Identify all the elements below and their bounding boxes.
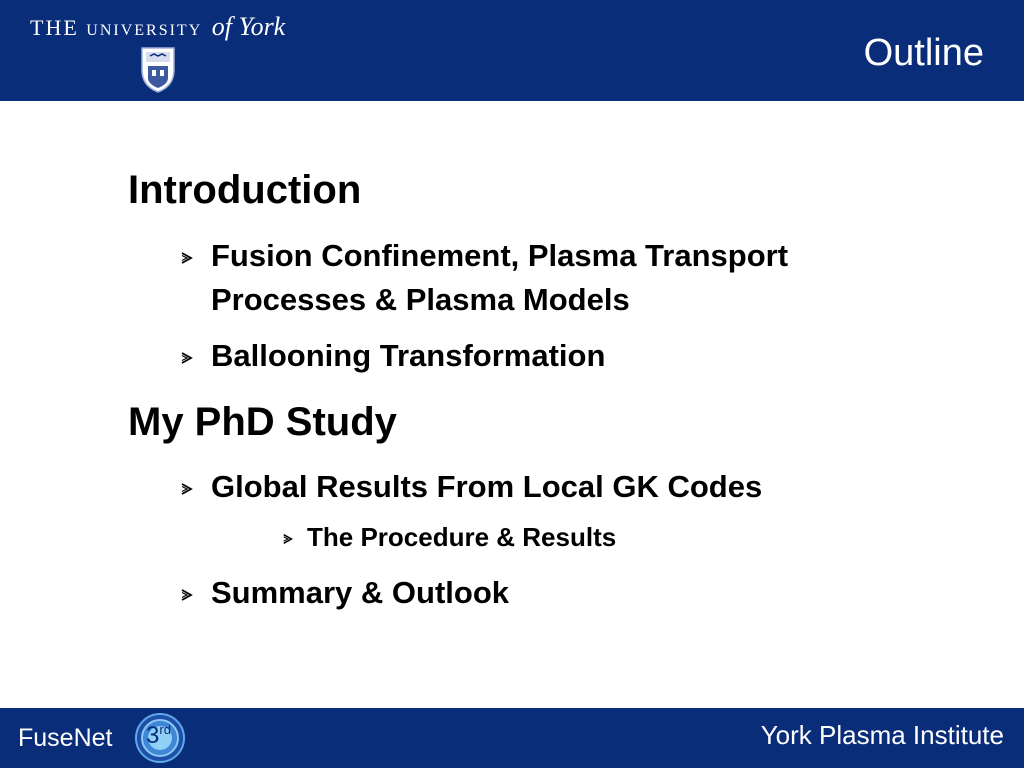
arrow-bullet-icon <box>180 351 194 365</box>
arrow-bullet-icon <box>180 482 194 496</box>
footer-fusenet-label: FuseNet <box>18 724 113 752</box>
badge-number: 3 <box>146 722 160 749</box>
list-item: Fusion Confinement, Plasma Transport Processes & Plasma Models <box>211 238 789 317</box>
logo-university: UNIVERSITY <box>86 22 203 39</box>
section-heading-phd-study: My PhD Study <box>128 400 397 444</box>
logo-the: THE <box>30 15 79 40</box>
badge-suffix: rd <box>159 722 171 737</box>
slide-title: Outline <box>863 32 984 74</box>
list-item: Summary & Outlook <box>211 575 509 610</box>
logo-of-york: of York <box>211 12 286 41</box>
footer-institute-label: York Plasma Institute <box>760 720 1004 750</box>
badge-ordinal <box>146 722 171 750</box>
footer-bar <box>0 708 1024 768</box>
arrow-bullet-icon <box>282 533 294 545</box>
list-item: Ballooning Transformation <box>211 338 606 373</box>
section-heading-introduction: Introduction <box>128 168 362 212</box>
sub-list-item: The Procedure & Results <box>307 522 617 552</box>
list-item: Global Results From Local GK Codes <box>211 469 763 504</box>
arrow-bullet-icon <box>180 588 194 602</box>
arrow-bullet-icon <box>180 251 194 265</box>
